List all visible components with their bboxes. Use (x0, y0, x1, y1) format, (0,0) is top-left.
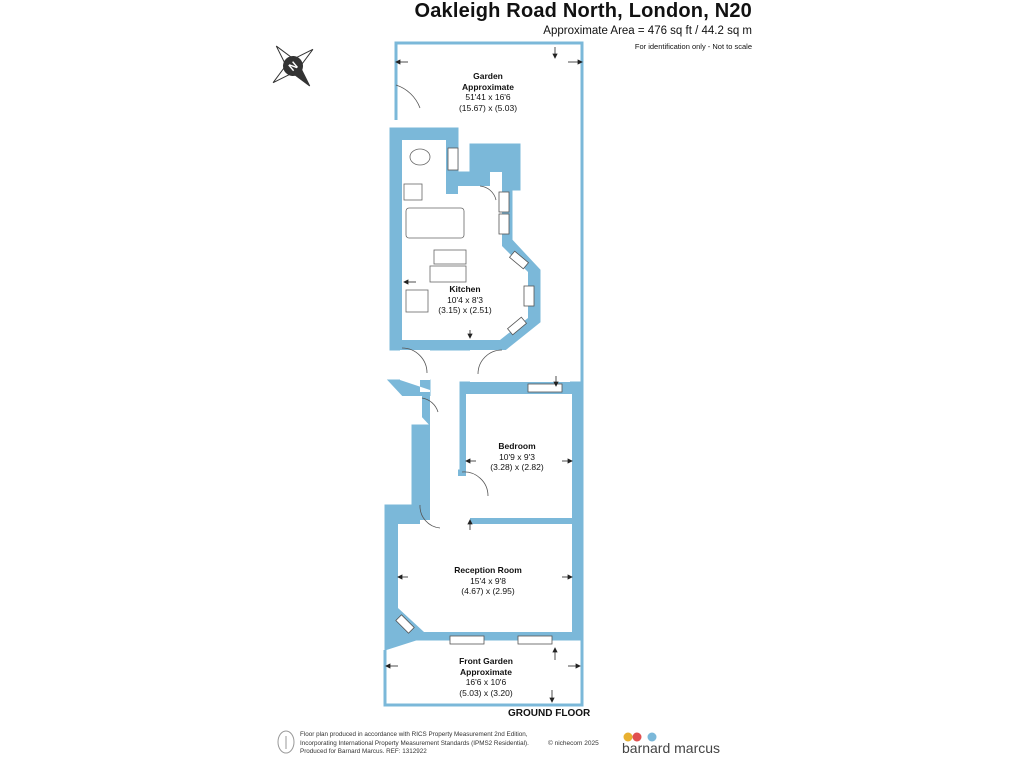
room-label-garden: Garden Approximate 51'41 x 16'6 (15.67) x (5.03) (458, 71, 518, 113)
room-label-bedroom: Bedroom 10'9 x 9'3 (3.28) x (2.82) (490, 441, 544, 472)
scale-note: For identification only - Not to scale (634, 42, 752, 51)
room-label-kitchen: Kitchen 10'4 x 8'3 (3.15) x (2.51) (438, 284, 492, 315)
footer-disclaimer: Floor plan produced in accordance with RICS Property Measurement 2nd Edition, Incorporating International Property Measurement Standards (IPMS2 Residential). Produced for Barnard Marcus. REF: 1312922 (300, 731, 529, 755)
brand-name: barnard marcus (622, 740, 721, 756)
copyright: © nichecom 2025 (548, 740, 599, 747)
room-label-front-garden: Front Garden Approximate 16'6 x 10'6 (5.03) x (3.20) (459, 656, 513, 698)
room-label-reception: Reception Room 15'4 x 9'8 (4.67) x (2.95) (454, 565, 522, 596)
approximate-area: Approximate Area = 476 sq ft / 44.2 sq m (543, 25, 752, 37)
rics-badge-icon (278, 731, 294, 753)
property-title: Oakleigh Road North, London, N20 (414, 0, 752, 22)
floor-label: GROUND FLOOR (508, 708, 591, 719)
compass-letter: N (286, 59, 301, 74)
